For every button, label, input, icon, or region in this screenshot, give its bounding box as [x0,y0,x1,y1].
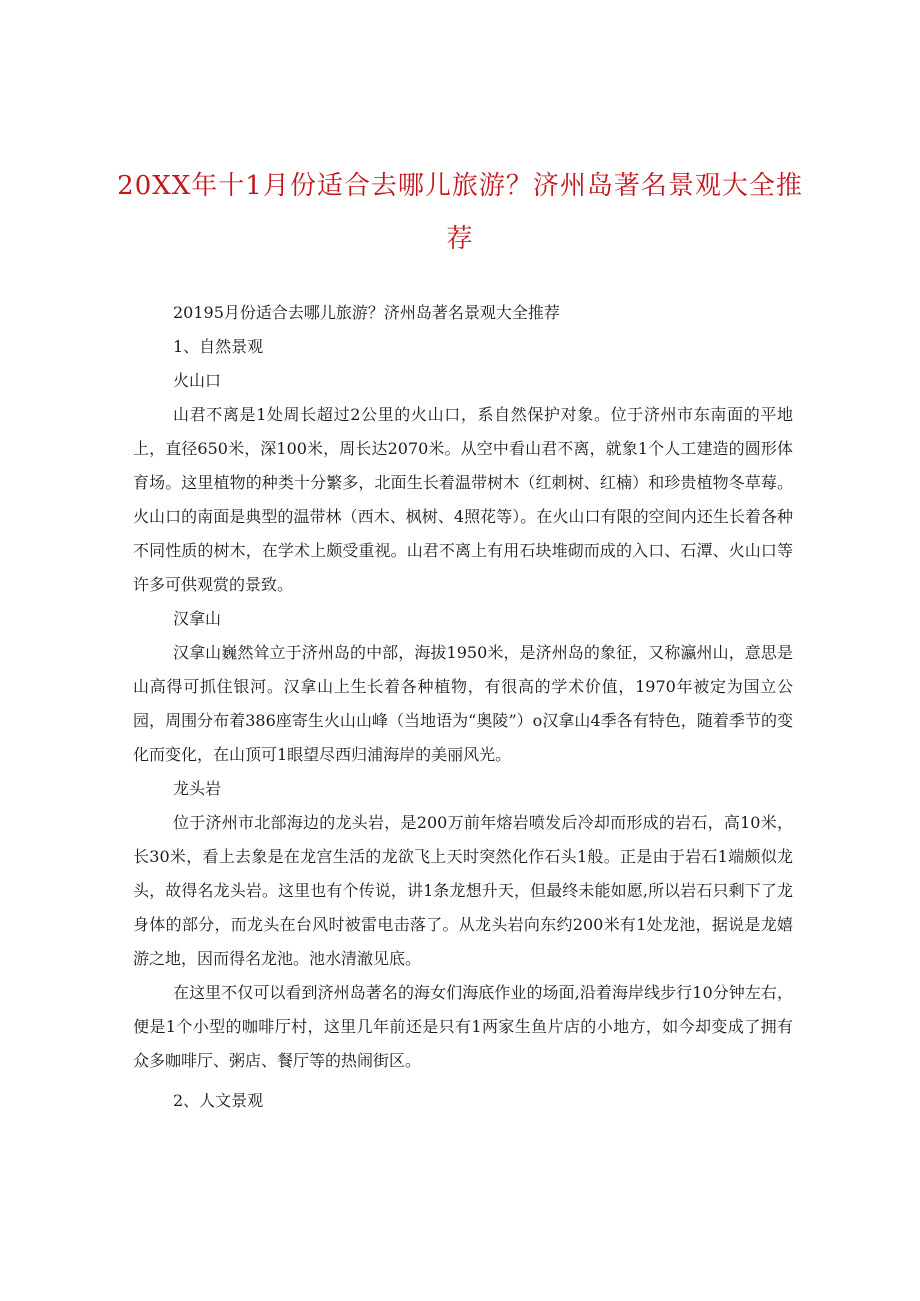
subtitle: 20195月份适合去哪儿旅游？济州岛著名景观大全推荐 [173,303,560,322]
hallasan-heading: 汉拿山 [173,609,222,628]
section-2-heading: 2、人文景观 [173,1091,264,1110]
document-title: 20XX年十1月份适合去哪儿旅游？济州岛著名景观大全推荐 [117,171,803,254]
hallasan-paragraph: 汉拿山巍然耸立于济州岛的中部，海拔1950米，是济州岛的象征，又称瀛州山，意思是山高得可抓住银河。汉拿山上生长着各种植物，有很高的学术价值，1970年被定为国立公园，周围分布着386座寄生火山山峰（当地语为“奥陵”）o汉拿山4季各有特色，随着季节的变化而变化，在山顶可1眼望尽西归浦海岸的美丽风光。 [133,643,793,764]
dragon-rock-paragraph: 位于济州市北部海边的龙头岩，是200万前年熔岩喷发后冷却而形成的岩石，高10米，长30米，看上去象是在龙宫生活的龙欲飞上天时突然化作石头1般。正是由于岩石1端颇似龙头，故得名龙头岩。这里也有个传说，讲1条龙想升天，但最终未能如愿,所以岩石只剩下了龙身体的部分，而龙头在台风时被雷电击落了。从龙头岩向东约200米有1处龙池，据说是龙嬉游之地，因而得名龙池。池水清澈见底。 [133,813,793,968]
crater-paragraph: 山君不离是1处周长超过2公里的火山口，系自然保护对象。位于济州市东南面的平地上，直径650米，深100米，周长达2070米。从空中看山君不离，就象1个人工建造的圆形体育场。这里植物的种类十分繁多，北面生长着温带树木（红刺树、红楠）和珍贵植物冬草莓。火山口的南面是典型的温带林（西木、枫树、4照花等）。在火山口有限的空间内还生长着各种不同性质的树木，在学术上颇受重视。山君不离上有用石块堆砌而成的入口、石潭、火山口等许多可供观赏的景致。 [133,405,793,594]
dragon-rock-paragraph-2: 在这里不仅可以看到济州岛著名的海女们海底作业的场面,沿着海岸线步行10分钟左右，便是1个小型的咖啡厅村，这里几年前还是只有1两家生鱼片店的小地方，如今却变成了拥有众多咖啡厅、粥店、餐厅等的热闹街区。 [133,983,793,1070]
dragon-rock-heading: 龙头岩 [173,779,222,798]
document-body [133,296,793,1118]
section-1-heading: 1、自然景观 [173,337,264,356]
crater-heading: 火山口 [173,371,222,390]
